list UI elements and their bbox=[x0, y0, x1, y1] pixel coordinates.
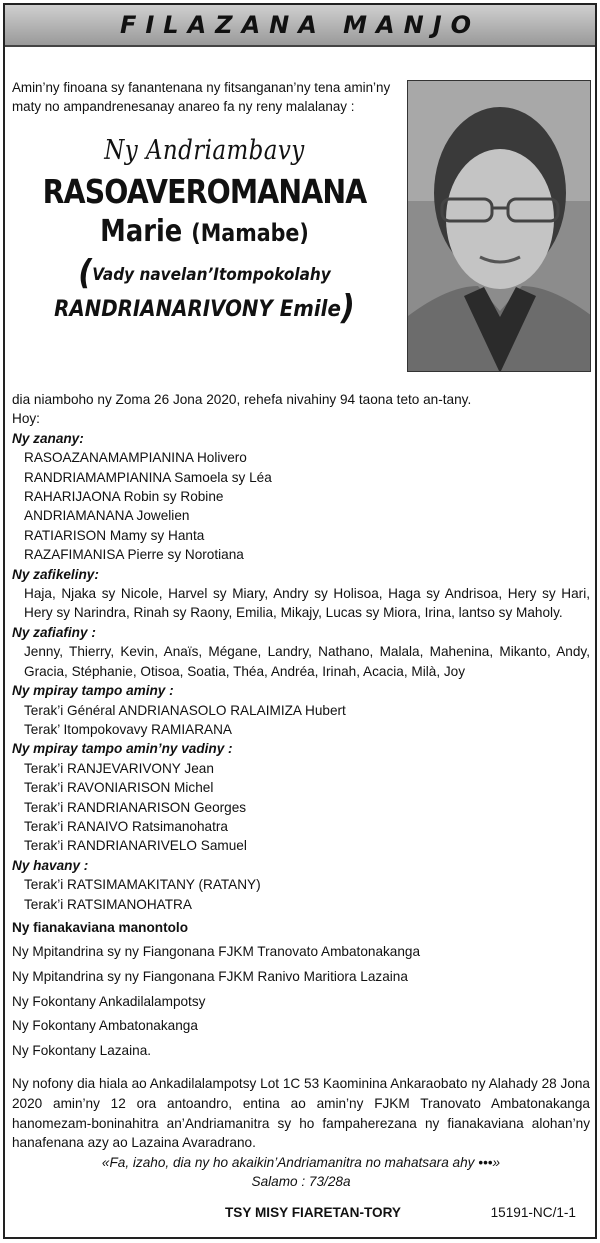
deceased-honorific: Ny Andriambavy bbox=[104, 135, 305, 166]
organization-item: Ny Fokontany Ambatonakanga bbox=[12, 1018, 198, 1034]
list-item: Terak’i RATSIMANOHATRA bbox=[24, 896, 192, 912]
notice-title: FILAZANA MANJO bbox=[119, 11, 481, 39]
grandchildren-text: Haja, Njaka sy Nicole, Harvel sy Miary, Andry sy Holisoa, Haga sy Andrisoa, Hery sy Hari, Hery sy Narindra, Rinah sy Raony, Emilia, Mikajy, Lucas sy Miora, Irina, lantso sy Maholy. bbox=[24, 586, 590, 621]
spouse-siblings-list bbox=[12, 759, 590, 856]
list-item: Terak’ Itompokovavy RAMIARANA bbox=[24, 721, 232, 737]
deceased-given-name: Marie bbox=[100, 214, 183, 249]
header-banner bbox=[5, 5, 595, 47]
intro-text: Amin’ny finoana sy fanantenana ny fitsanganan’ny tena amin’ny maty no ampandrenesanay anareo fa ny reny malalanay : bbox=[12, 80, 391, 114]
portrait-photo bbox=[407, 80, 591, 372]
bible-quote: «Fa, izaho, dia ny ho akaikin’Andriamanitra no mahatsara ahy •••» bbox=[101, 1154, 501, 1170]
organization-item: Ny Mpitandrina sy ny Fiangonana FJKM Tranovato Ambatonakanga bbox=[12, 944, 421, 960]
deceased-surname: RASOAVEROMANANA bbox=[42, 172, 367, 211]
list-item: Terak’i RANDRIANARIVELO Samuel bbox=[24, 838, 247, 854]
organization-item: Ny Mpitandrina sy ny Fiangonana FJKM Ranivo Maritiora Lazaina bbox=[12, 968, 408, 984]
hoy-label: Hoy: bbox=[12, 411, 40, 427]
notice-footer bbox=[12, 1205, 590, 1225]
spouse-close-paren: ) bbox=[340, 288, 355, 328]
list-item: RASOAZANAMAMPIANINA Holivero bbox=[24, 450, 247, 466]
spouse-title: Vady navelan’Itompokolahy bbox=[92, 265, 331, 285]
siblings-heading: Ny mpiray tampo aminy : bbox=[12, 683, 174, 699]
spouse-line-2 bbox=[31, 288, 378, 328]
relatives-list bbox=[12, 875, 590, 914]
list-item: Terak’i RANDRIANARISON Georges bbox=[24, 799, 247, 815]
portrait-illustration bbox=[408, 81, 591, 372]
list-item: RANDRIAMAMPIANINA Samoela sy Léa bbox=[24, 469, 272, 485]
great-grandchildren-heading: Ny zafiafiny : bbox=[12, 624, 96, 640]
great-grandchildren-text: Jenny, Thierry, Kevin, Anaïs, Mégane, Landry, Nathano, Malala, Mahenina, Mikanto, Andy, Gracia, Stéphanie, Otisoa, Soatia, Théa, Andréa, Irinah, Acacia, Milà, Joy bbox=[24, 644, 590, 679]
children-list bbox=[12, 448, 590, 564]
death-notice: dia niamboho ny Zoma 26 Jona 2020, rehefa nivahiny 94 taona teto an-tany. bbox=[12, 392, 472, 407]
list-item: Terak’i RAVONIARISON Michel bbox=[24, 780, 214, 796]
spouse-open-paren: ( bbox=[78, 253, 93, 293]
deceased-name-block bbox=[12, 135, 397, 327]
footer-signature: TSY MISY FIARETAN-TORY bbox=[225, 1205, 401, 1220]
whole-family-heading: Ny fianakaviana manontolo bbox=[12, 919, 189, 935]
deceased-nickname: (Mamabe) bbox=[191, 219, 309, 247]
grandchildren-heading: Ny zafikeliny: bbox=[12, 566, 99, 582]
list-item: Terak’i RANAIVO Ratsimanohatra bbox=[24, 818, 228, 834]
list-item: Terak’i RATSIMAMAKITANY (RATANY) bbox=[24, 877, 261, 893]
spouse-siblings-heading: Ny mpiray tampo amin’ny vadiny : bbox=[12, 741, 233, 757]
bible-reference: Salamo : 73/28a bbox=[251, 1174, 351, 1190]
list-item: Terak’i Général ANDRIANASOLO RALAIMIZA Hubert bbox=[24, 702, 346, 718]
list-item: Terak’i RANJEVARIVONY Jean bbox=[24, 760, 214, 776]
notice-body bbox=[12, 390, 590, 1192]
spouse-line-1 bbox=[31, 253, 378, 293]
spouse-name: RANDRIANARIVONY Emile bbox=[54, 297, 341, 322]
list-item: RAHARIJAONA Robin sy Robine bbox=[24, 489, 224, 505]
deceased-given-name-line bbox=[39, 212, 370, 253]
relatives-heading: Ny havany : bbox=[12, 857, 89, 873]
children-heading: Ny zanany: bbox=[12, 430, 84, 446]
organization-item: Ny Fokontany Lazaina. bbox=[12, 1042, 152, 1058]
list-item: RAZAFIMANISA Pierre sy Norotiana bbox=[24, 547, 244, 563]
list-item: RATIARISON Mamy sy Hanta bbox=[24, 527, 205, 543]
footer-reference: 15191-NC/1-1 bbox=[490, 1205, 576, 1220]
funeral-details: Ny nofony dia hiala ao Ankadilalampotsy Lot 1C 53 Kaominina Ankaraobato ny Alahady 28 Jona 2020 amin’ny 12 ora antoandro, entina ao amin’ny FJKM Tranovato Ambatonakanga hanomezam-boninahitra an’Andriamanitra sy ho fampaherezana ny fianakaviana alohan’ny hanafenana azy ao Lazaina Avaradrano. bbox=[12, 1076, 590, 1151]
list-item: ANDRIAMANANA Jowelien bbox=[24, 508, 190, 524]
siblings-list bbox=[12, 701, 590, 740]
organization-item: Ny Fokontany Ankadilalampotsy bbox=[12, 993, 206, 1009]
